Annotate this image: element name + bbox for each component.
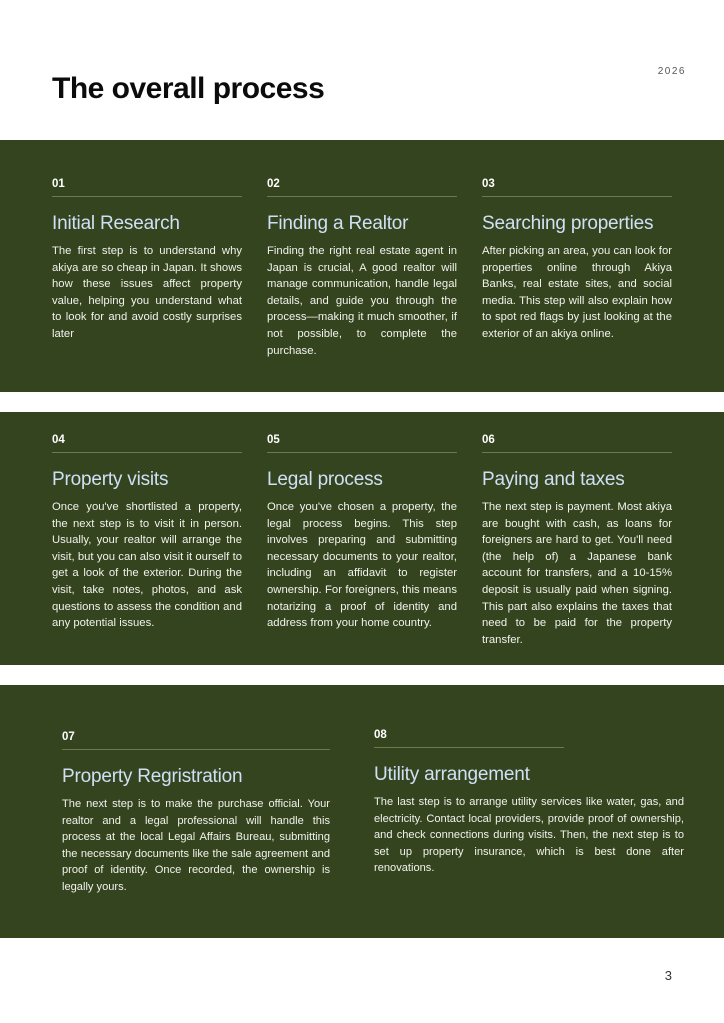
step-number: 07	[62, 731, 330, 750]
step-title: Property visits	[52, 469, 169, 490]
step-07	[62, 731, 330, 896]
step-05	[267, 434, 457, 632]
step-01	[52, 178, 242, 343]
step-number: 08	[374, 729, 564, 748]
year-label: 2026	[657, 66, 686, 77]
step-description: The first step is to understand why akiya are so cheap in Japan. It shows how these issues affect property value, helping you understand what to look for and avoid costly surprises later	[52, 245, 242, 340]
step-description: The next step is payment. Most akiya are bought with cash, as loans for foreigners are hard to get. You'll need (the help of) a Japanese bank account for transfers, and a 10-15% deposit is usually paid when signing. This part also explains the taxes that need to be paid for the property transfer.	[482, 501, 672, 646]
step-title: Property Regristration	[62, 766, 243, 787]
step-description: Finding the right real estate agent in Japan is crucial, A good realtor will manage communication, handle legal details, and guide you through the process—making it much smoother, if not possible, to complete the purchase.	[267, 245, 457, 357]
step-02	[267, 178, 457, 359]
steps-band-2	[0, 412, 724, 665]
steps-band-3	[0, 685, 724, 938]
step-title: Initial Research	[52, 213, 180, 234]
step-number: 02	[267, 178, 457, 197]
page-number: 3	[664, 968, 672, 983]
step-number: 04	[52, 434, 242, 453]
step-description: Once you've chosen a property, the legal process begins. This step involves preparing and submitting necessary documents to your realtor, including an affidavit to register ownership. For foreigners, this means notarizing a proof of identity and address from your home country.	[267, 501, 457, 630]
step-04	[52, 434, 242, 632]
step-title: Paying and taxes	[482, 469, 625, 490]
step-03	[482, 178, 672, 343]
step-description: The next step is to make the purchase official. Your realtor and a legal professional will handle this process at the local Legal Affairs Bureau, submitting the necessary documents like the sale agreement and proof of identity. Once recorded, the ownership is legally yours.	[62, 798, 330, 893]
page-title: The overall process	[52, 72, 325, 105]
step-08	[374, 729, 684, 877]
step-title: Utility arrangement	[374, 764, 530, 785]
steps-band-1	[0, 140, 724, 392]
step-title: Legal process	[267, 469, 383, 490]
step-06	[482, 434, 672, 648]
step-number: 03	[482, 178, 672, 197]
step-number: 05	[267, 434, 457, 453]
step-number: 01	[52, 178, 242, 197]
step-number: 06	[482, 434, 672, 453]
step-title: Finding a Realtor	[267, 213, 409, 234]
step-description: The last step is to arrange utility services like water, gas, and electricity. Contact local providers, provide proof of ownership, and check connections during visits. Then, the next step is to set up property insurance, which is best done after renovations.	[374, 796, 684, 875]
step-description: After picking an area, you can look for properties online through Akiya Banks, real estate sites, and social media. This step will also explain how to spot red flags by just looking at the exterior of an akiya online.	[482, 245, 672, 340]
step-title: Searching properties	[482, 213, 654, 234]
step-description: Once you've shortlisted a property, the next step is to visit it in person. Usually, your realtor will arrange the visit, but you can also visit it ourself to get a look of the exterior. During the visit, take notes, photos, and ask questions to assess the condition and any potential issues.	[52, 501, 242, 630]
